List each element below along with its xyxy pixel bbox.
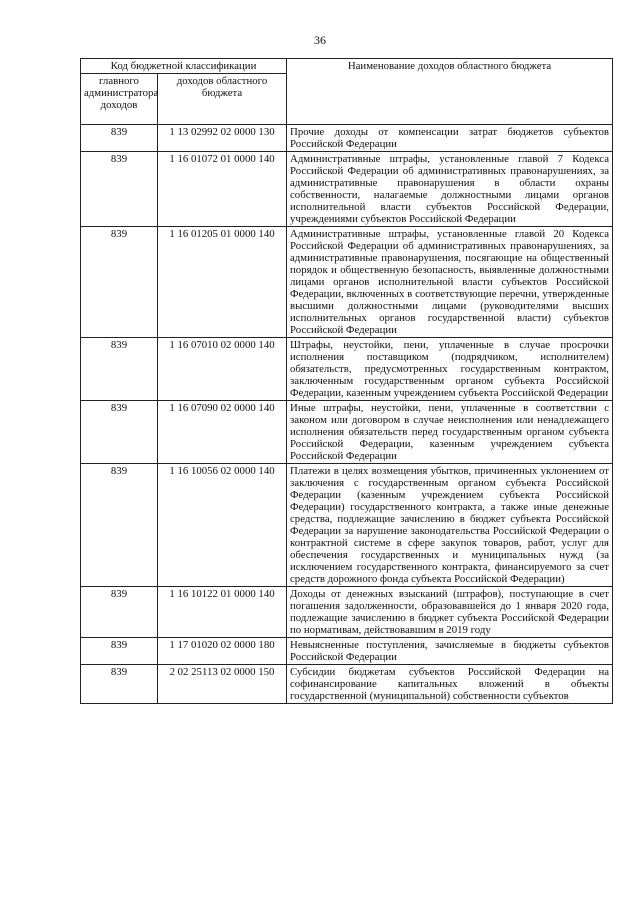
table-row (81, 125, 613, 152)
income-name-cell: Административные штрафы, установленные главой 7 Кодекса Российской Федерации об административных правонарушениях, за административные правонарушения в области охраны собственности, налагаемые должностными лицами органов исполнительной власти субъектов Российской Федерации, учреждениями субъектов Российской Федерации (287, 152, 613, 227)
budget-code-cell: 1 16 01072 01 0000 140 (158, 152, 287, 227)
budget-classification-table (80, 58, 613, 704)
income-name-cell: Невыясненные поступления, зачисляемые в бюджеты субъектов Российской Федерации (287, 638, 613, 665)
income-name-cell: Прочие доходы от компенсации затрат бюджетов субъектов Российской Федерации (287, 125, 613, 152)
page-number: 36 (314, 33, 326, 47)
admin-code-cell: 839 (81, 338, 158, 401)
income-name-cell: Административные штрафы, установленные главой 20 Кодекса Российской Федерации об административных правонарушениях, за административные правонарушения, посягающие на общественный порядок и общественную безопасность, выявленные должностными лицами органов исполнительной власти субъектов Российской Федерации, включенных в соответствующие перечни, утвержденные высшими должностными лицами (руководителями высших исполнительных органов государственной власти) субъектов Российской Федерации (287, 227, 613, 338)
income-name-cell: Платежи в целях возмещения убытков, причиненных уклонением от заключения с государственным органом субъекта Российской Федерации (казенным учреждением субъекта Российской Федерации) государственного контракта, а также иные денежные средства, подлежащие зачислению в бюджет субъекта Российской Федерации за нарушение законодательства Российской Федерации о контрактной системе в сфере закупок товаров, работ, услуг для обеспечения государственных и муниципальных нужд (за исключением государственного контракта, финансируемого за счет средств дорожного фонда субъекта Российской Федерации) (287, 464, 613, 587)
income-name-cell: Штрафы, неустойки, пени, уплаченные в случае просрочки исполнения поставщиком (подрядчиком, исполнителем) обязательств, предусмотренных государственным контрактом, заключенным государственным органом субъекта Российской Федерации, казенным учреждением субъекта Российской Федерации (287, 338, 613, 401)
budget-code-cell: 1 16 07010 02 0000 140 (158, 338, 287, 401)
admin-code-cell: 839 (81, 587, 158, 638)
budget-code-cell: 1 16 01205 01 0000 140 (158, 227, 287, 338)
admin-code-cell: 839 (81, 152, 158, 227)
admin-code-cell: 839 (81, 464, 158, 587)
budget-code-group-header: Код бюджетной классификации (81, 59, 287, 74)
table-row (81, 227, 613, 338)
income-name-header: Наименование доходов областного бюджета (287, 59, 613, 125)
table-row (81, 152, 613, 227)
table-row (81, 665, 613, 704)
table-row (81, 401, 613, 464)
table-row (81, 464, 613, 587)
code-column-header: доходов областного бюджета (158, 74, 287, 125)
admin-code-cell: 839 (81, 125, 158, 152)
admin-code-cell: 839 (81, 227, 158, 338)
budget-code-cell: 1 16 10122 01 0000 140 (158, 587, 287, 638)
admin-code-cell: 839 (81, 401, 158, 464)
budget-code-cell: 2 02 25113 02 0000 150 (158, 665, 287, 704)
budget-code-cell: 1 13 02992 02 0000 130 (158, 125, 287, 152)
income-name-cell: Субсидии бюджетам субъектов Российской Федерации на софинансирование капитальных вложений в объекты государственной (муниципальной) собственности субъектов (287, 665, 613, 704)
income-name-cell: Иные штрафы, неустойки, пени, уплаченные в соответствии с законом или договором в случае неисполнения или ненадлежащего исполнения обязательств перед государственным органом субъекта Российской Федерации, казенным учреждением субъекта Российской Федерации (287, 401, 613, 464)
budget-code-cell: 1 16 10056 02 0000 140 (158, 464, 287, 587)
table-header-row (81, 59, 613, 74)
table-row (81, 638, 613, 665)
income-name-cell: Доходы от денежных взысканий (штрафов), поступающие в счет погашения задолженности, образовавшейся до 1 января 2020 года, подлежащие зачислению в бюджет субъекта Российской Федерации по нормативам, действовавшим в 2019 году (287, 587, 613, 638)
table-row (81, 587, 613, 638)
budget-code-cell: 1 17 01020 02 0000 180 (158, 638, 287, 665)
admin-code-cell: 839 (81, 638, 158, 665)
admin-column-header: главного администратора доходов (81, 74, 158, 125)
table-row (81, 338, 613, 401)
admin-code-cell: 839 (81, 665, 158, 704)
budget-code-cell: 1 16 07090 02 0000 140 (158, 401, 287, 464)
